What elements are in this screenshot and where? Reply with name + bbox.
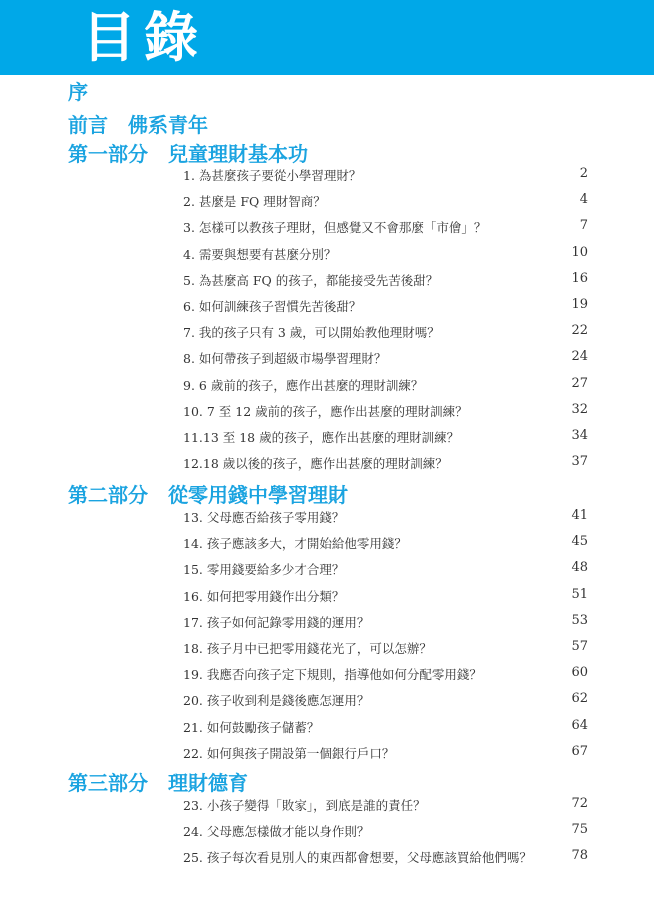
entry-page: 16 — [571, 270, 588, 286]
entry-title: 23. 小孩子變得「敗家」，到底是誰的責任？ — [183, 798, 426, 813]
entry-title: 8. 如何帶孩子到超級市場學習理財？ — [183, 351, 387, 367]
entry-title: 9. 6 歲前的孩子，應作出甚麼的理財訓練？ — [183, 377, 424, 393]
toc-entry[interactable] — [183, 743, 588, 772]
entry-page: 64 — [571, 717, 588, 733]
toc-entry[interactable] — [183, 270, 588, 299]
entry-title: 21. 如何鼓勵孩子儲蓄？ — [183, 719, 320, 735]
section-heading[interactable]: 第二部分 從零用錢中學習理財 — [68, 483, 348, 507]
entry-page: 37 — [571, 454, 588, 470]
toc-entry[interactable] — [183, 798, 588, 824]
entry-page: 24 — [571, 349, 588, 365]
entry-title: 18. 孩子月中已把零用錢花光了，可以怎辦？ — [183, 640, 432, 656]
toc-entry[interactable] — [183, 693, 588, 719]
toc-entry[interactable] — [183, 325, 588, 351]
section-list — [183, 168, 588, 482]
entry-page: 19 — [571, 296, 588, 312]
toc-entry[interactable] — [183, 401, 588, 430]
entry-title: 7. 我的孩子只有 3 歲，可以開始教他理財嗎？ — [183, 325, 440, 341]
entry-page: 10 — [571, 244, 588, 260]
toc-entry[interactable] — [183, 536, 588, 562]
entry-page: 75 — [571, 822, 588, 838]
entry-title: 24. 父母應怎樣做才能以身作則？ — [183, 824, 370, 840]
entry-title: 17. 孩子如何記錄零用錢的運用？ — [183, 614, 370, 630]
toc-entry[interactable] — [183, 667, 588, 693]
toc-entry[interactable] — [183, 612, 588, 641]
entry-title: 11.13 至 18 歲的孩子，應作出甚麼的理財訓練？ — [183, 429, 460, 445]
entry-page: 72 — [571, 796, 588, 811]
toc-entry[interactable] — [183, 194, 588, 220]
section-list — [183, 510, 588, 772]
entry-title: 2. 甚麼是 FQ 理財智商？ — [183, 194, 326, 210]
entry-page: 78 — [571, 848, 588, 864]
entry-title: 6. 如何訓練孩子習慣先苦後甜？ — [183, 298, 362, 314]
toc-entry[interactable] — [183, 244, 588, 273]
section-heading[interactable]: 第三部分 理財德育 — [68, 771, 248, 795]
entry-title: 4. 需要與想要有甚麼分別？ — [183, 246, 337, 262]
entry-page: 48 — [571, 560, 588, 576]
entry-page: 67 — [571, 743, 588, 759]
toc-preface[interactable]: 序 — [68, 80, 88, 104]
entry-title: 22. 如何與孩子開設第一個銀行戶口？ — [183, 745, 395, 761]
entry-title: 25. 孩子每次看見別人的東西都會想要，父母應該買給他們嗎？ — [183, 850, 532, 866]
toc-entry[interactable] — [183, 510, 588, 536]
entry-page: 22 — [571, 323, 588, 339]
toc-entry[interactable] — [183, 562, 588, 588]
toc-entry[interactable] — [183, 824, 588, 850]
entry-page: 4 — [579, 192, 588, 208]
page-title: 目錄 — [82, 6, 206, 69]
title-banner — [0, 0, 654, 75]
section-list — [183, 798, 588, 877]
entry-page: 2 — [579, 166, 588, 181]
toc-entry[interactable] — [183, 717, 588, 746]
entry-title: 10. 7 至 12 歲前的孩子，應作出甚麼的理財訓練？ — [183, 403, 468, 419]
entry-title: 16. 如何把零用錢作出分類？ — [183, 588, 345, 604]
toc-entry[interactable] — [183, 375, 588, 404]
toc-entry[interactable] — [183, 850, 588, 876]
entry-page: 57 — [571, 638, 588, 654]
entry-page: 34 — [571, 427, 588, 443]
toc-entry[interactable] — [183, 168, 588, 194]
toc-entry[interactable] — [183, 351, 588, 377]
entry-page: 32 — [571, 401, 588, 417]
entry-title: 15. 零用錢要給多少才合理？ — [183, 562, 345, 578]
toc-entry[interactable] — [183, 638, 588, 667]
entry-title: 19. 我應否向孩子定下規則，指導他如何分配零用錢？ — [183, 667, 482, 683]
entry-title: 3. 怎樣可以教孩子理財，但感覺又不會那麼「市儈」？ — [183, 220, 487, 236]
toc-entry[interactable] — [183, 296, 588, 325]
entry-title: 5. 為甚麼高 FQ 的孩子，都能接受先苦後甜？ — [183, 272, 439, 288]
toc-entry[interactable] — [183, 427, 588, 456]
entry-page: 62 — [571, 691, 588, 707]
entry-page: 60 — [571, 665, 588, 681]
entry-page: 27 — [571, 375, 588, 391]
toc-intro[interactable]: 前言 佛系青年 — [68, 113, 208, 137]
entry-page: 7 — [579, 218, 588, 234]
entry-page: 53 — [571, 612, 588, 628]
entry-page: 45 — [571, 534, 588, 550]
entry-title: 20. 孩子收到利是錢後應怎運用？ — [183, 693, 370, 709]
toc-entry[interactable] — [183, 586, 588, 615]
section-heading[interactable]: 第一部分 兒童理財基本功 — [68, 142, 308, 166]
entry-title: 1. 為甚麼孩子要從小學習理財？ — [183, 168, 362, 183]
toc-entry[interactable] — [183, 220, 588, 246]
entry-title: 12.18 歲以後的孩子，應作出甚麼的理財訓練？ — [183, 456, 448, 472]
entry-title: 13. 父母應否給孩子零用錢？ — [183, 510, 345, 525]
toc-entry[interactable] — [183, 456, 588, 482]
entry-page: 51 — [571, 586, 588, 602]
entry-page: 41 — [571, 508, 588, 523]
entry-title: 14. 孩子應該多大，才開始給他零用錢？ — [183, 536, 407, 552]
